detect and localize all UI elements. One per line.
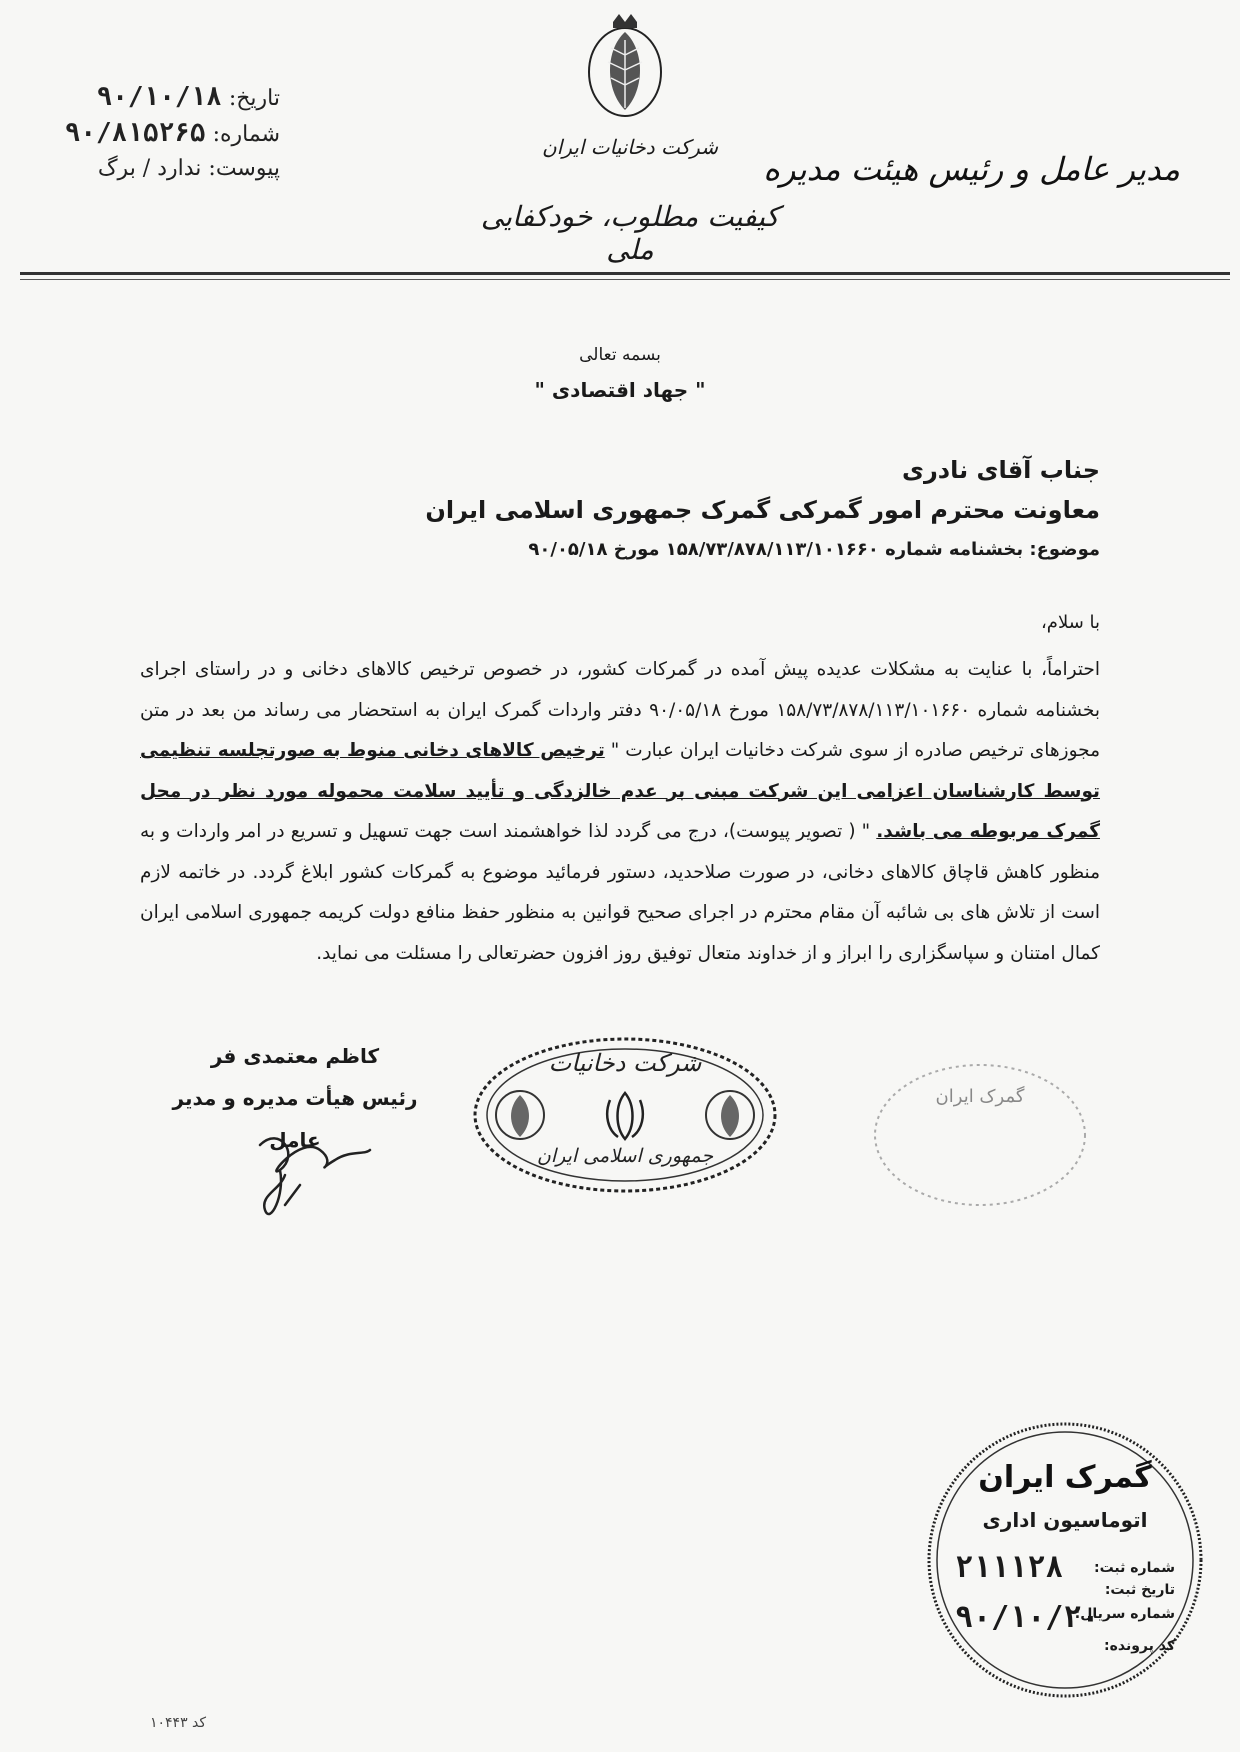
faint-stamp-text: گمرک ایران	[935, 1086, 1025, 1107]
attachment-value: ندارد / برگ	[97, 156, 202, 181]
reg-number-value: ۲۱۱۱۲۸	[955, 1550, 1064, 1585]
company-slogan: کیفیت مطلوب، خودکفایی ملی	[480, 200, 780, 266]
letter-body	[140, 650, 1100, 974]
signer-title: رئیس هیأت مدیره و مدیر عامل	[172, 1086, 418, 1152]
company-emblem-icon	[575, 10, 675, 130]
company-stamp-bottom: جمهوری اسلامی ایران	[536, 1145, 714, 1167]
faint-stamp	[870, 1060, 1090, 1210]
faint-stamp-border-icon	[870, 1060, 1090, 1210]
number-row	[40, 116, 280, 152]
body-text-underlined: ترخیص کالاهای دخانی منوط به صورتجلسه تنظیمی توسط کارشناسان اعزامی این شرکت مبنی بر عدم خالزدگی و تأیید سلامت محموله مورد نظر در محل گمرک مربوطه می باشد.	[140, 740, 1100, 842]
form-code: کد ۱۰۴۴۳	[150, 1715, 207, 1731]
greeting: با سلام،	[1041, 612, 1100, 633]
serial-label: شماره سریال:	[1074, 1606, 1175, 1622]
registry-stamp	[915, 1420, 1215, 1700]
signer-name: کاظم معتمدی فر	[210, 1044, 380, 1068]
bismillah: بسمه تعالی	[579, 345, 661, 365]
attachment-row	[40, 152, 280, 186]
company-name: شرکت دخانیات ایران	[542, 135, 718, 159]
company-stamp	[470, 1035, 780, 1195]
date-value: ۹۰/۱۰/۱۸	[96, 82, 222, 112]
number-label: شماره:	[212, 122, 280, 147]
file-code-label: کد پرونده:	[1104, 1638, 1175, 1654]
handwritten-signature-icon	[240, 1115, 380, 1235]
date-row	[40, 80, 280, 116]
header-divider-thin	[20, 279, 1230, 280]
body-text-1: احتراماً، با عنایت به مشکلات عدیده پیش آمده در گمرکات کشور، در خصوص ترخیص کالاهای دخانی و در راستای اجرای بخشنامه شماره ۱۵۸/۷۳/۸۷۸/۱۱۳/۱۰۱۶۶۰ مورخ ۹۰/۰۵/۱۸ دفتر واردات گمرک ایران به استحضار می رساند من بعد در متن مجوزهای ترخیص صادره از سوی شرکت دخانیات ایران عبارت "	[140, 659, 1101, 761]
header-divider	[20, 272, 1230, 275]
attachment-label: پیوست:	[208, 156, 280, 181]
number-value: ۹۰/۸۱۵۲۶۵	[64, 118, 206, 148]
letter-meta	[40, 80, 280, 186]
body-text-2: " ( تصویر پیوست)، درج می گردد لذا خواهشمند است جهت تسهیل و تسریع در امر واردات و به منظور کاهش قاچاق کالاهای دخانی، در صورت صلاحدید، دستور فرمائید موضوع به گمرکات کشور ابلاغ گردد. در خاتمه لازم است از تلاش های بی شائبه آن مقام محترم در اجرای صحیح قوانین به منظور حفظ منافع دولت کریمه جمهوری اسلامی ایران کمال امتنان و سپاسگزاری را ابراز و از خداوند متعال توفیق روز افزون حضرتعالی را مسئلت می نماید.	[140, 821, 1100, 964]
reg-date-value: ۹۰/۱۰/۲۰	[955, 1600, 1100, 1635]
recipient-name: جناب آقای نادری	[901, 456, 1100, 484]
registry-stamp-head: گمرک ایران	[978, 1460, 1152, 1495]
registry-stamp-sub: اتوماسیون اداری	[982, 1508, 1148, 1532]
reg-date-label: تاریخ ثبت:	[1104, 1582, 1175, 1598]
letter-subject: موضوع: بخشنامه شماره ۱۵۸/۷۳/۸۷۸/۱۱۳/۱۰۱۶۶۰ مورخ ۹۰/۰۵/۱۸	[528, 539, 1100, 560]
reg-number-label: شماره ثبت:	[1094, 1560, 1175, 1576]
ceo-title: مدیر عامل و رئیس هیئت مدیره	[763, 150, 1180, 188]
date-label: تاریخ:	[228, 86, 280, 111]
motto: " جهاد اقتصادی "	[534, 378, 706, 402]
recipient-dept: معاونت محترم امور گمرکی گمرک جمهوری اسلامی ایران	[425, 496, 1100, 524]
addressee-block	[200, 450, 1100, 570]
company-stamp-top: شرکت دخانیات	[548, 1049, 702, 1077]
